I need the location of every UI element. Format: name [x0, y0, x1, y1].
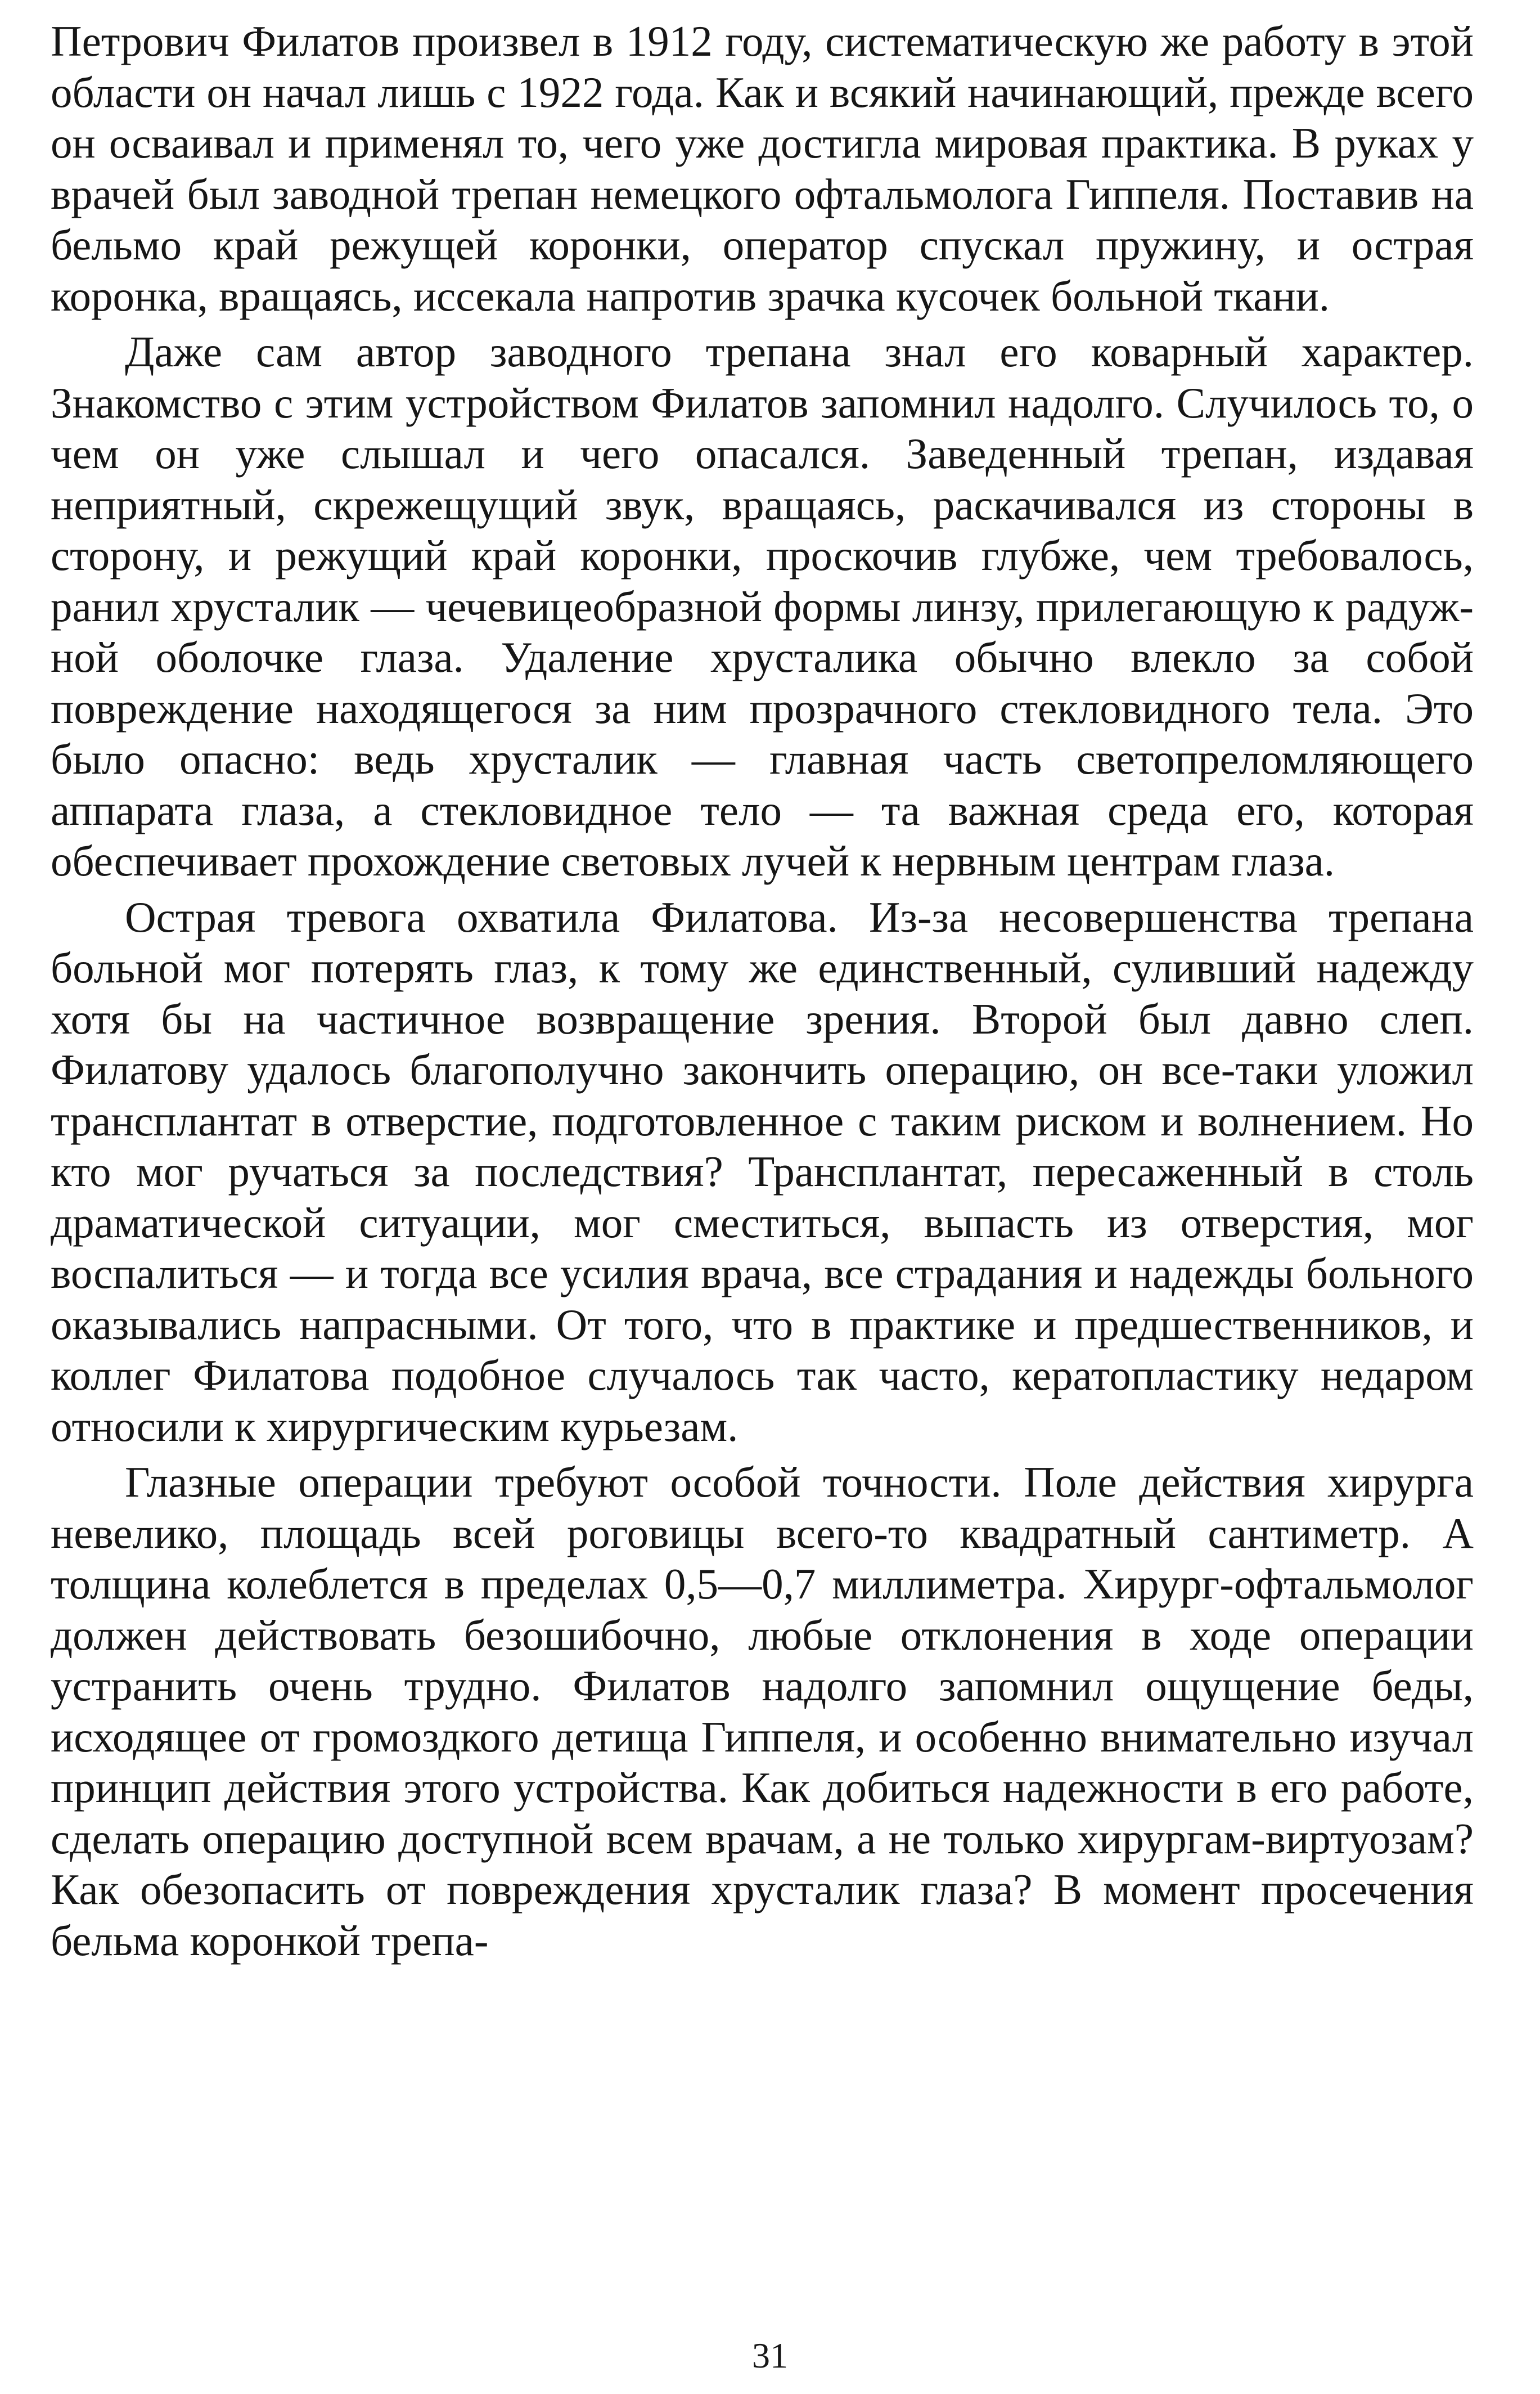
paragraph-1: Петрович Филатов произвел в 1912 году, систематическую же работу в этой области он начал лишь с 1922 года. Как и всякий начинающий, прежде всего он осваивал и применял то, чего уже достигла мировая практика. В руках у врачей был заводной трепан немецкого офтальмолога Гиппеля. Поставив на бельмо край режущей коронки, оператор спускал пружину, и острая коронка, вращаясь, иссекала напротив зрачка кусочек больной ткани. — [51, 17, 1474, 320]
page-number: 31 — [752, 2335, 788, 2375]
paragraph-4: Глазные операции требуют особой точности. Поле действия хирурга невелико, площадь всей роговицы всего-то квадратный сантиметр. А толщина колеблется в пределах 0,5—0,7 миллиметра. Хирург-офтальмолог должен действовать безошибочно, любые отклонения в ходе операции устранить очень трудно. Филатов надолго запомнил ощущение беды, исходящее от громоздкого детища Гиппеля, и особенно внимательно изучал принцип действия этого устройства. Как добиться надежности в его работе, сделать операцию доступной всем врачам, а не только хирургам-виртуозам? Как обезопасить от повреждения хрусталик глаза? В момент просечения бельма коронкой трепа- — [51, 1458, 1474, 1965]
paragraph-3: Острая тревога охватила Филатова. Из-за несовершенства трепана больной мог потерять глаз, к тому же единственный, суливший надежду хотя бы на частичное возвращение зрения. Второй был давно слеп. Филатову удалось благополучно закончить операцию, он все-таки уложил трансплантат в отверстие, подготовленное с таким риском и волнением. Но кто мог ручаться за последствия? Трансплантат, пересаженный в столь драматической ситуации, мог сместиться, выпасть из отверстия, мог воспалиться — и тогда все усилия врача, все страдания и надежды больного оказывались напрасными. От того, что в практике и предшественников, и коллег Филатова подобное случалось так часто, кератопластику недаром относили к хирургическим курьезам. — [51, 892, 1474, 1450]
paragraph-2: Даже сам автор заводного трепана знал его коварный характер. Знакомство с этим устройством Филатов запомнил надолго. Случилось то, о чем он уже слышал и чего опасался. Заведенный трепан, издавая неприятный, скрежещущий звук, вращаясь, раскачивался из стороны в сторону, и режущий край коронки, проскочив глубже, чем требовалось, ранил хрусталик — чечевицеобразной формы линзу, прилегающую к радужной оболочке глаза. Удаление хрусталика обычно влекло за собой повреждение находящегося за ним прозрачного стекловидного тела. Это было опасно: ведь хрусталик — главная часть светопреломляющего аппарата глаза, а стекловидное тело — та важная среда его, которая обеспечивает прохождение световых лучей к нервным центрам глаза. — [51, 327, 1474, 885]
page-body — [51, 16, 1474, 1971]
